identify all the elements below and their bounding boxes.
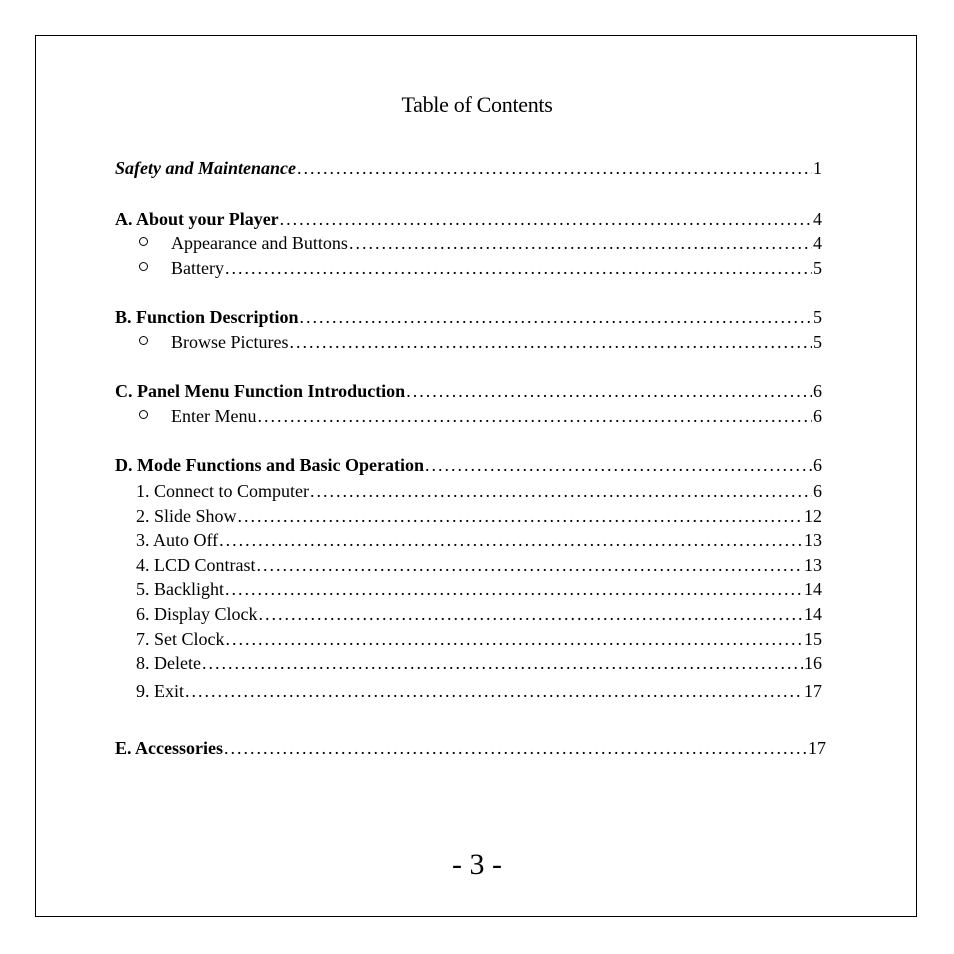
toc-entry-page: 16 — [804, 653, 822, 673]
toc-entry-label: Browse Pictures — [171, 332, 289, 352]
dot-leader — [257, 554, 804, 576]
toc-subentry-slide-show[interactable] — [136, 505, 822, 527]
dot-leader — [225, 578, 803, 600]
dot-leader — [300, 306, 812, 328]
toc-entry-page: 12 — [804, 506, 822, 526]
bullet-icon — [139, 410, 148, 419]
toc-entry-label: 9. Exit — [136, 681, 184, 701]
toc-entry-page: 5 — [813, 258, 822, 278]
toc-subentry-exit[interactable] — [136, 680, 822, 702]
toc-entry-safety[interactable] — [115, 157, 822, 179]
toc-subentry-battery[interactable] — [139, 257, 822, 279]
bullet-icon — [139, 336, 148, 345]
toc-entry-label: Appearance and Buttons — [171, 233, 348, 253]
dot-leader — [289, 331, 812, 353]
dot-leader — [238, 505, 803, 527]
dot-leader — [425, 454, 812, 476]
toc-subentry-set-clock[interactable] — [136, 628, 822, 650]
toc-entry-page: 4 — [813, 233, 822, 253]
dot-leader — [224, 737, 807, 759]
toc-entry-page: 15 — [804, 629, 822, 649]
toc-entry-label: 8. Delete — [136, 653, 201, 673]
toc-title: Table of Contents — [401, 92, 553, 117]
toc-entry-page: 4 — [813, 209, 822, 229]
toc-entry-label: C. Panel Menu Function Introduction — [115, 381, 406, 401]
dot-leader — [280, 208, 812, 230]
toc-subentry-enter-menu[interactable] — [139, 405, 822, 427]
dot-leader — [349, 232, 812, 254]
dot-leader — [202, 652, 803, 674]
toc-subentry-delete[interactable] — [136, 652, 822, 674]
toc-entry-label: 4. LCD Contrast — [136, 555, 256, 575]
toc-entry-page: 17 — [804, 681, 822, 701]
toc-entry-label: Safety and Maintenance — [115, 158, 297, 178]
toc-entry-page: 6 — [813, 481, 822, 501]
toc-subentry-browse-pictures[interactable] — [139, 331, 822, 353]
dot-leader — [310, 480, 812, 502]
toc-entry-label: B. Function Description — [115, 307, 299, 327]
toc-entry-page: 17 — [808, 738, 826, 758]
toc-entry-accessories[interactable] — [115, 737, 826, 759]
bullet-icon — [139, 262, 148, 271]
toc-entry-page: 13 — [804, 530, 822, 550]
toc-entry-page: 14 — [804, 579, 822, 599]
dot-leader — [225, 257, 812, 279]
toc-subentry-backlight[interactable] — [136, 578, 822, 600]
toc-entry-about-player[interactable] — [115, 208, 822, 230]
toc-subentry-connect-computer[interactable] — [136, 480, 822, 502]
dot-leader — [219, 529, 803, 551]
toc-entry-label: 5. Backlight — [136, 579, 224, 599]
toc-subentry-display-clock[interactable] — [136, 603, 822, 625]
toc-entry-page: 5 — [813, 307, 822, 327]
toc-entry-label: 6. Display Clock — [136, 604, 258, 624]
toc-subentry-auto-off[interactable] — [136, 529, 822, 551]
toc-subentry-appearance[interactable] — [139, 232, 822, 254]
toc-entry-label: Battery — [171, 258, 224, 278]
toc-entry-label: 1. Connect to Computer — [136, 481, 309, 501]
dot-leader — [297, 157, 812, 179]
dot-leader — [226, 628, 804, 650]
dot-leader — [259, 603, 804, 625]
toc-entry-mode-functions[interactable] — [115, 454, 822, 476]
bullet-icon — [139, 237, 148, 246]
toc-entry-panel-menu[interactable] — [115, 380, 822, 402]
toc-entry-label: 7. Set Clock — [136, 629, 225, 649]
toc-entry-function-description[interactable] — [115, 306, 822, 328]
toc-entry-page: 14 — [804, 604, 822, 624]
toc-entry-page: 13 — [804, 555, 822, 575]
toc-entry-page: 1 — [813, 158, 822, 178]
toc-entry-label: 3. Auto Off — [136, 530, 219, 550]
toc-entry-label: 2. Slide Show — [136, 506, 237, 526]
toc-entry-page: 5 — [813, 332, 822, 352]
toc-entry-label: Enter Menu — [171, 406, 257, 426]
dot-leader — [406, 380, 812, 402]
toc-entry-page: 6 — [813, 406, 822, 426]
page-number: - 3 - — [452, 848, 502, 881]
toc-entry-page: 6 — [813, 381, 822, 401]
toc-entry-page: 6 — [813, 455, 822, 475]
toc-subentry-lcd-contrast[interactable] — [136, 554, 822, 576]
toc-entry-label: E. Accessories — [115, 738, 223, 758]
dot-leader — [185, 680, 803, 702]
toc-entry-label: A. About your Player — [115, 209, 279, 229]
toc-entry-label: D. Mode Functions and Basic Operation — [115, 455, 425, 475]
dot-leader — [257, 405, 812, 427]
